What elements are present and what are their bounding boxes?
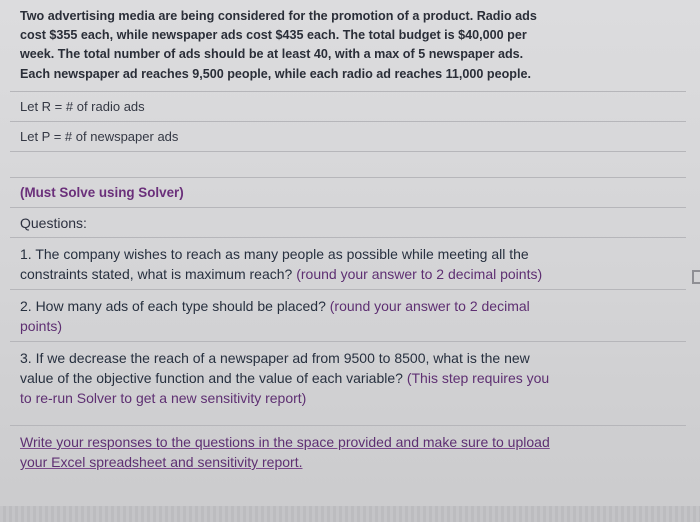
questions-heading-row bbox=[10, 208, 686, 238]
closing-instruction bbox=[10, 426, 686, 486]
variable-newspaper: Let P = # of newspaper ads bbox=[20, 129, 179, 144]
closing-line-1: Write your responses to the questions in the space provided and make sure to upload bbox=[20, 434, 550, 450]
variable-radio-row bbox=[10, 92, 686, 122]
instruction-row bbox=[10, 178, 686, 208]
problem-text bbox=[20, 7, 680, 84]
blank-row bbox=[10, 152, 686, 178]
question-3-line-2: value of the objective function and the value of each variable? bbox=[20, 370, 403, 386]
variable-radio: Let R = # of radio ads bbox=[20, 99, 145, 114]
question-1-hint: (round your answer to 2 decimal points) bbox=[292, 266, 543, 282]
question-2-hint-end: points) bbox=[20, 318, 63, 334]
question-2-hint: (round your answer to 2 decimal bbox=[325, 298, 530, 314]
question-2 bbox=[10, 290, 686, 342]
closing-text bbox=[20, 432, 680, 472]
problem-line-3: week. The total number of ads should be at least 40, with a max of 5 newspaper ads. bbox=[20, 47, 524, 62]
edge-bracket-icon bbox=[692, 270, 700, 284]
variable-newspaper-row bbox=[10, 122, 686, 152]
question-3-hint: (This step requires you bbox=[402, 370, 550, 386]
solver-instruction: (Must Solve using Solver) bbox=[20, 185, 184, 200]
question-2-line-1: 2. How many ads of each type should be placed? bbox=[20, 298, 326, 314]
problem-line-4: Each newspaper ad reaches 9,500 people, while each radio ad reaches 11,000 people. bbox=[20, 66, 531, 81]
question-2-text bbox=[20, 296, 680, 336]
questions-label: Questions: bbox=[20, 215, 87, 231]
question-1-text bbox=[20, 244, 680, 284]
problem-line-1: Two advertising media are being considered for the promotion of a product. Radio ads bbox=[20, 9, 537, 23]
question-3 bbox=[10, 342, 686, 426]
closing-line-2: your Excel spreadsheet and sensitivity report. bbox=[20, 454, 303, 470]
question-1-line-2: constraints stated, what is maximum reach? bbox=[20, 266, 293, 282]
question-3-text bbox=[20, 348, 680, 408]
question-1 bbox=[10, 238, 686, 290]
bottom-edge-strip bbox=[0, 506, 700, 522]
problem-line-2: cost $355 each, while newspaper ads cost $435 each. The total budget is $40,000 per bbox=[20, 28, 527, 43]
question-3-hint-end: to re-run Solver to get a new sensitivity report) bbox=[20, 390, 307, 406]
question-1-line-1: 1. The company wishes to reach as many people as possible while meeting all the bbox=[20, 246, 529, 262]
problem-statement bbox=[10, 0, 686, 92]
question-3-line-1: 3. If we decrease the reach of a newspaper ad from 9500 to 8500, what is the new bbox=[20, 350, 530, 366]
